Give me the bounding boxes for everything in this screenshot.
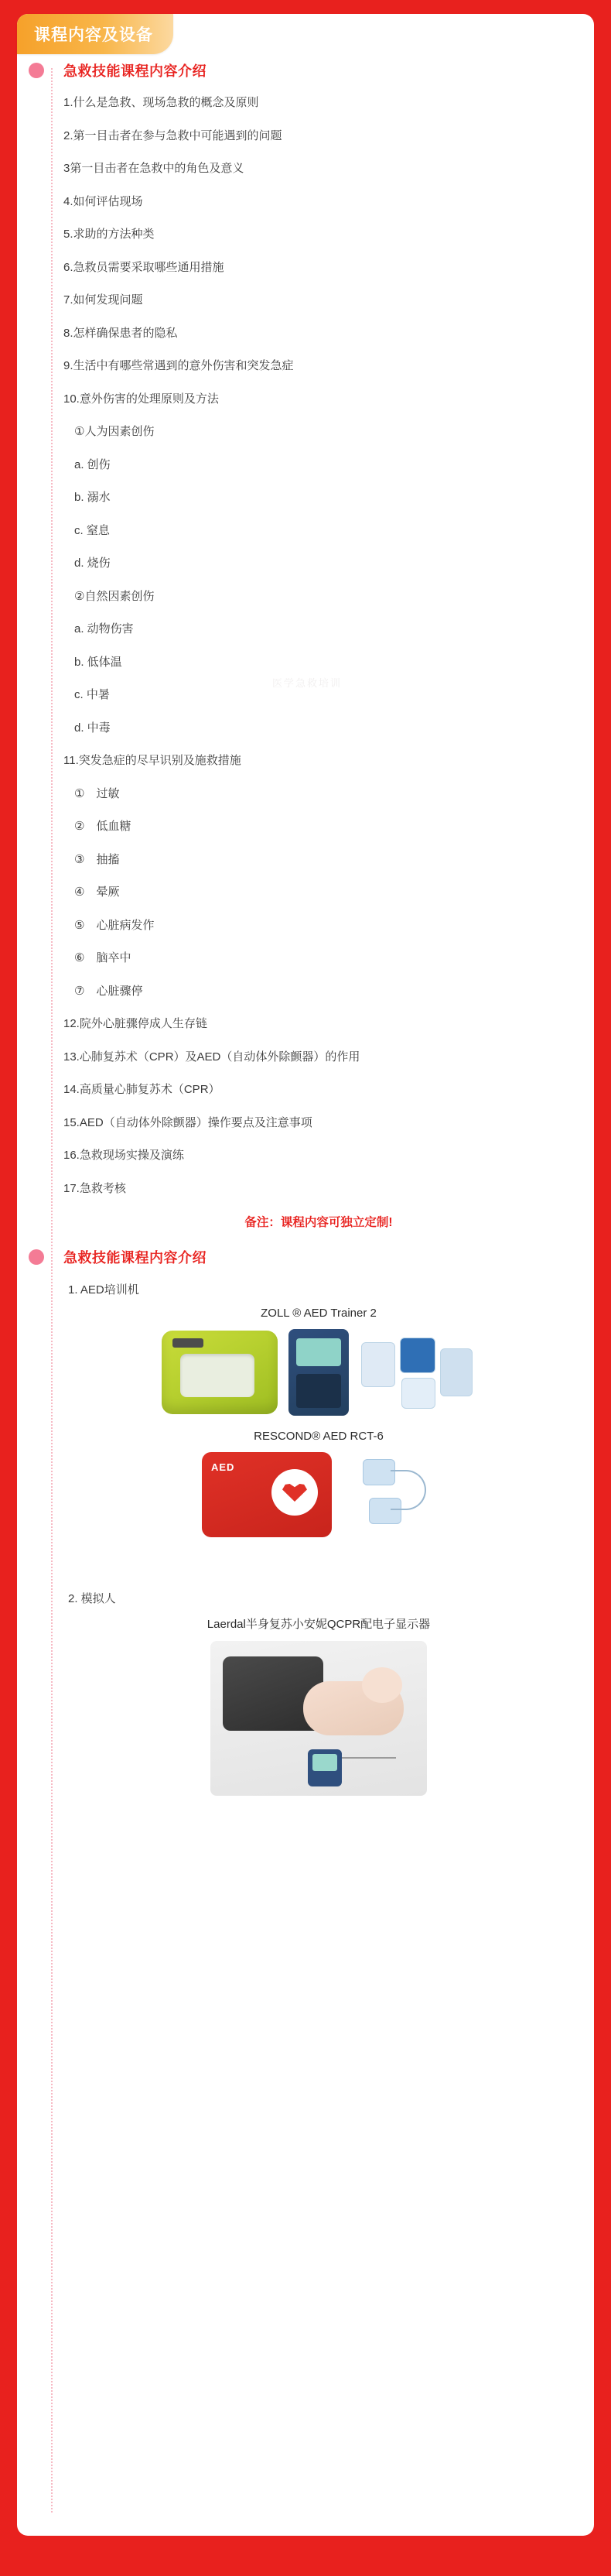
list-item: d. 中毒	[74, 721, 111, 735]
list-item: 8.怎样确保患者的隐私	[63, 326, 178, 340]
list-item: 1.什么是急救、现场急救的概念及原则	[63, 96, 259, 109]
cable-icon	[342, 1757, 396, 1759]
photo-row-manikin	[63, 1641, 574, 1796]
bullet-dot-icon	[29, 63, 44, 78]
list-item: a. 动物伤害	[74, 622, 134, 635]
list-item: d. 烧伤	[74, 557, 111, 570]
list-item: ②自然因素创伤	[74, 589, 155, 603]
pad-icon	[361, 1342, 395, 1387]
list-item: 11.突发急症的尽早识别及施救措施	[63, 754, 241, 767]
pad-icon	[400, 1338, 435, 1373]
page-title: 课程内容及设备	[17, 14, 173, 54]
aed-label-icon: AED	[211, 1461, 235, 1473]
pad-icon	[440, 1348, 473, 1396]
list-item: a. 创伤	[74, 457, 111, 471]
list-item: 16.急救现场实操及演练	[63, 1149, 184, 1162]
list-item: ⑦ 心脏骤停	[74, 984, 143, 998]
list-item: 3第一目击者在急救中的角色及意义	[63, 162, 244, 175]
pad-icon	[401, 1378, 435, 1409]
section-header-course-content	[63, 60, 574, 80]
list-item: 4.如何评估现场	[63, 194, 143, 208]
list-item: 13.心肺复苏术（CPR）及AED（自动体外除颤器）的作用	[63, 1050, 360, 1064]
photo-row-rescond	[63, 1452, 574, 1537]
list-item: ①人为因素创伤	[74, 425, 155, 438]
list-item: 14.高质量心肺复苏术（CPR）	[63, 1083, 220, 1096]
list-item: 17.急救考核	[63, 1181, 126, 1195]
list-item: ② 低血糖	[74, 820, 131, 833]
list-item: 7.如何发现问题	[63, 293, 143, 307]
list-item: 2.第一目击者在参与急救中可能遇到的问题	[63, 128, 282, 142]
list-item: b. 溺水	[74, 491, 111, 504]
course-note: 备注：课程内容可独立定制!	[244, 1216, 393, 1229]
equipment-caption: ZOLL ® AED Trainer 2	[261, 1307, 377, 1320]
spacer	[63, 1551, 574, 1587]
bullet-dot-icon	[29, 1249, 44, 1265]
list-item: 12.院外心脏骤停成人生存链	[63, 1017, 207, 1030]
list-item: ④ 晕厥	[74, 886, 120, 899]
cable-icon	[391, 1470, 426, 1510]
list-item: ③ 抽搐	[74, 852, 120, 866]
aed-pads-cable-photo	[343, 1458, 435, 1532]
section-title: 急救技能课程内容介绍	[63, 63, 207, 79]
aed-training-pads-photo	[360, 1334, 476, 1410]
list-item: 9.生活中有哪些常遇到的意外伤害和突发急症	[63, 359, 294, 372]
list-item: ⑤ 心脏病发作	[74, 918, 155, 932]
list-item: b. 低体温	[74, 655, 122, 669]
aed-trainer-remote-photo	[288, 1329, 349, 1416]
watermark-text: 医学急救培训	[272, 677, 343, 689]
list-item: c. 中暑	[74, 688, 110, 701]
zoll-aed-trainer-photo	[162, 1331, 278, 1414]
list-item: 10.意外伤害的处理原则及方法	[63, 392, 219, 406]
equipment-caption: RESCOND® AED RCT-6	[254, 1430, 384, 1443]
content-body	[37, 60, 574, 1796]
photo-row-zoll	[63, 1329, 574, 1416]
equipment-caption: Laerdal半身复苏小安妮QCPR配电子显示器	[207, 1618, 431, 1631]
list-item: ⑥ 脑卒中	[74, 951, 131, 964]
list-item: ① 过敏	[74, 786, 120, 800]
section-header-equipment	[63, 1247, 574, 1267]
list-item: c. 窒息	[74, 523, 110, 537]
manikin-head-icon	[362, 1667, 402, 1703]
equipment-label-manikin: 2. 模拟人	[68, 1592, 116, 1605]
laerdal-little-anne-qcpr-photo	[210, 1641, 427, 1796]
rescond-aed-photo	[202, 1452, 332, 1537]
qcpr-monitor-icon	[308, 1749, 342, 1786]
content-card	[17, 14, 594, 2536]
heart-icon	[271, 1469, 318, 1516]
section-title: 急救技能课程内容介绍	[63, 1250, 207, 1266]
list-item: 6.急救员需要采取哪些通用措施	[63, 260, 224, 274]
equipment-label-aed-trainer: 1. AED培训机	[68, 1283, 139, 1297]
list-item: 5.求助的方法种类	[63, 228, 155, 241]
list-item: 15.AED（自动体外除颤器）操作要点及注意事项	[63, 1115, 312, 1129]
